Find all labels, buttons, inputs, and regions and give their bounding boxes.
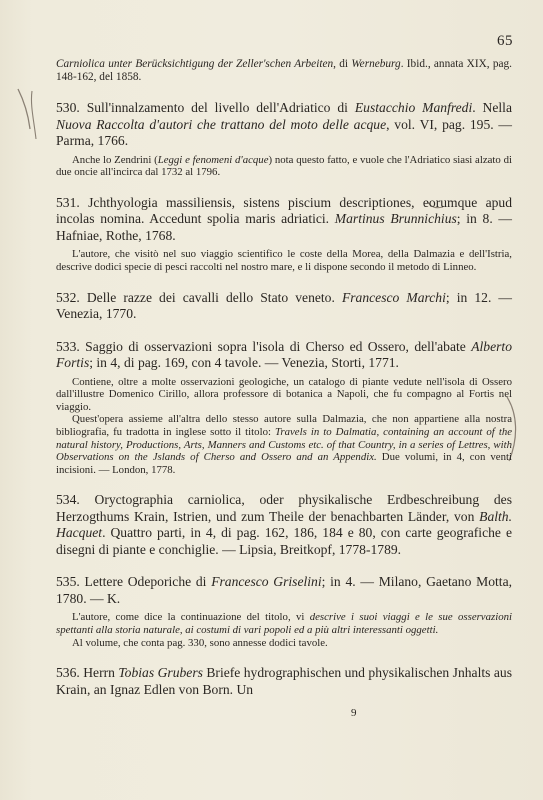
pencil-mark-margin [10,85,50,145]
page-body [56,47,512,698]
entry-536 [56,665,512,698]
entry-note: L'autore, come dice la continuazione del titolo, vi descrive i suoi viaggi e le sue osservazioni spettanti alla storia naturale, ai costumi di vari popoli ed a più altri interessanti oggetti. [56,611,512,637]
entry-note: Contiene, oltre a molte osservazioni geologiche, un catalogo di piante vedute nell'isola di Ossero dall'illustre Domenico Cirillo, allora professore di botanica a Napoli, che fu compagno al Fortis nel viaggio. [56,375,512,413]
entry-534 [56,492,512,558]
continuation-text: Carniolica unter Berücksichtigung der Zeller'schen Arbeiten, di Werneburg. Ibid., annata XIX, pag. 148-162, del 1858. [56,58,512,84]
entry-530 [56,100,512,179]
page-number: 65 [497,33,513,49]
entry-title: 533. Saggio di osservazioni sopra l'isola di Cherso ed Ossero, dell'abate Alberto Fortis; in 4, di pag. 169, con 4 tavole. — Venezia, Storti, 1771. [56,338,512,371]
author-werneburg: Werneburg [351,58,401,71]
signature-mark: 9 [351,707,357,719]
entry-title: 531. Jchthyologia massiliensis, sistens piscium descriptiones, eorumque apud incolas nomina. Accedunt spolia maris adriatici. Martinus Brunnichius; in 8. — Hafniae, Rothe, 1768. [56,194,512,243]
entry-note: Al volume, che conta pag. 330, sono annesse dodici tavole. [72,636,328,649]
continuation-italic: Carniolica unter Berücksichtigung der Zeller'schen Arbeiten [56,58,334,71]
entry-title: 530. Sull'innalzamento del livello dell'Adriatico di Eustacchio Manfredi. Nella Nuova Raccolta d'autori che trattano del moto delle acque, vol. VI, pag. 195. — Parma, 1766. [56,100,512,149]
entry-note: L'autore, che visitò nel suo viaggio scientifico le coste della Morea, della Dalmazia e dell'Istria, descrive dodici specie di pesci raccolti nel nostro mare, e li dispone secondo il metodo di Linneo. [56,248,512,274]
entry-title: 536. Herrn Tobias Grubers Briefe hydrographischen und physikalischen Jnhalts aus Krain, an Ignaz Edlen von Born. Un [56,665,512,697]
entry-535 [56,574,512,649]
entry-532 [56,290,512,323]
entry-title: 535. Lettere Odeporiche di Francesco Griselini; in 4. — Milano, Gaetano Motta, 1780. — K. [56,574,512,606]
entry-533 [56,339,512,477]
entry-title: 534. Oryctographia carniolica, oder physikalische Erdbeschreibung des Herzogthums Krain, Istrien, und zum Theile der benachbarten Länder, von Balth. Hacquet. Quattro parti, in 4, di pag. 162, 186, 184 e 80, con carte geografiche e disegni di piante e conchiglie. — Lipsia, Breitkopf, 1778-1789. [56,492,512,557]
entry-note: Quest'opera assieme all'altra dello stesso autore sulla Dalmazia, che non appartiene alla nostra bibliografia, fu tradotta in inglese sotto il titolo: Travels in to Dalmatia, containing an account of the natural history, Productions, Arts, Manners and Customs etc. of that Country, in a series of Lettres, with Observations on the Jslands of Cherso and Ossero and an Appendix. Due volumi, in 4, con venti incisioni. — London, 1778. [56,413,513,476]
entry-531 [56,195,512,274]
entry-note: Anche lo Zendrini (Leggi e fenomeni d'acque) nota questo fatto, e vuole che l'Adriatico siasi alzato di due oncie all'incirca dal 1732 al 1796. [56,153,513,179]
entry-title: 532. Delle razze dei cavalli dello Stato veneto. Francesco Marchi; in 12. — Venezia, 1770. [56,289,512,322]
